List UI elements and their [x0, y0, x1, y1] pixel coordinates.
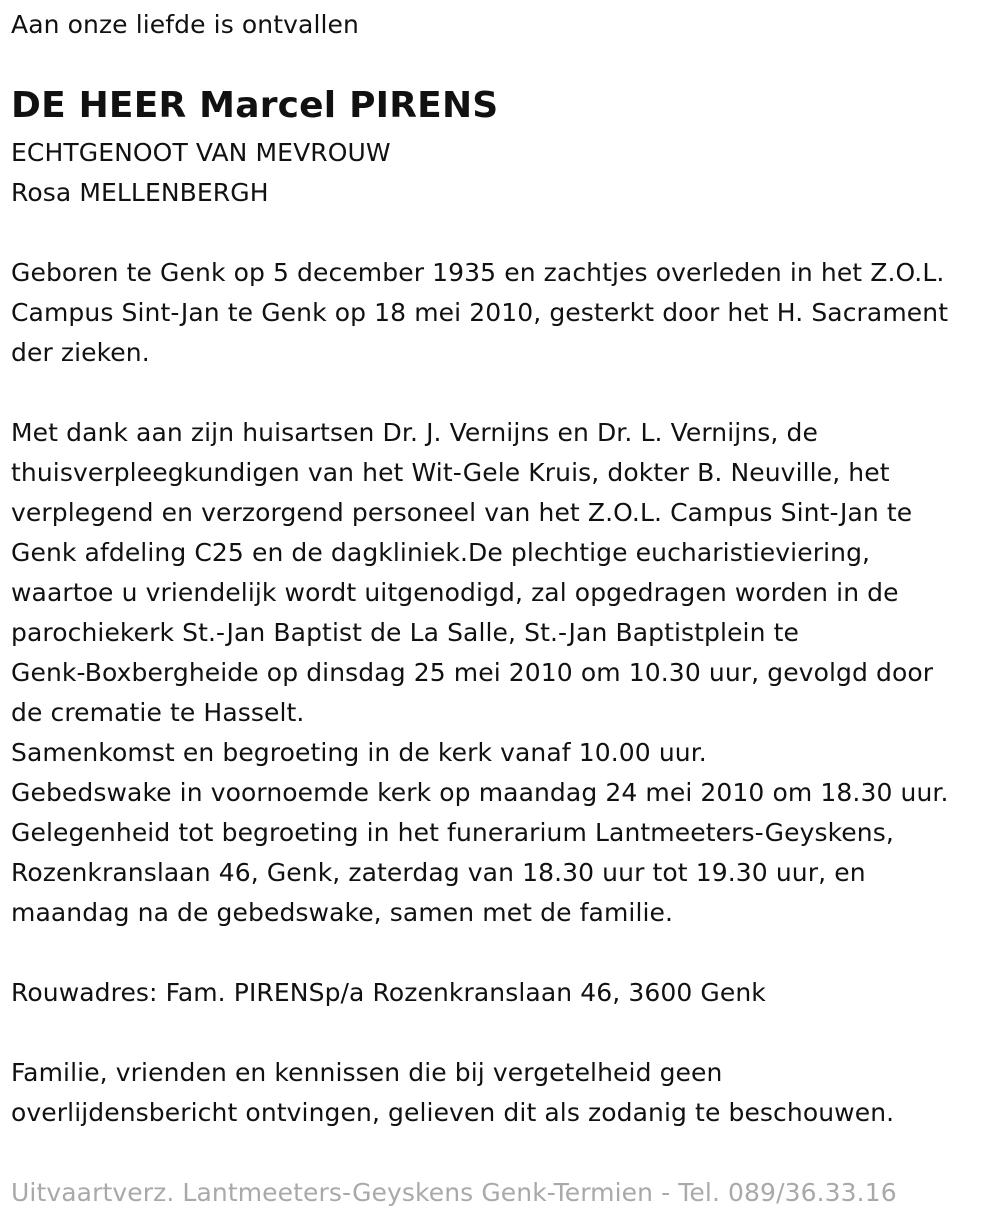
visitation-line: Gelegenheid tot begroeting in het funerarium Lantmeeters-Geyskens, — [11, 818, 894, 847]
closing-line: overlijdensbericht ontvingen, gelieven dit als zodanig te beschouwen. — [11, 1098, 895, 1127]
thanks-line: Genk-Boxbergheide op dinsdag 25 mei 2010 om 10.30 uur, gevolgd door — [11, 658, 934, 687]
closing-line: Familie, vrienden en kennissen die bij vergetelheid geen — [11, 1058, 723, 1087]
spouse-name: Rosa MELLENBERGH — [11, 178, 269, 207]
mourning-address: Rouwadres: Fam. PIRENSp/a Rozenkranslaan 46, 3600 Genk — [11, 978, 766, 1007]
thanks-line: waartoe u vriendelijk wordt uitgenodigd, zal opgedragen worden in de — [11, 578, 899, 607]
intro-text: Aan onze liefde is ontvallen — [11, 10, 359, 39]
thanks-line: parochiekerk St.-Jan Baptist de La Salle, St.-Jan Baptistplein te — [11, 618, 799, 647]
thanks-line: verplegend en verzorgend personeel van het Z.O.L. Campus Sint-Jan te — [11, 498, 913, 527]
visitation-line: Rozenkranslaan 46, Genk, zaterdag van 18.30 uur tot 19.30 uur, en — [11, 858, 866, 887]
spouse-label: ECHTGENOOT VAN MEVROUW — [11, 138, 391, 167]
prayer-vigil-line: Gebedswake in voornoemde kerk op maandag 24 mei 2010 om 18.30 uur. — [11, 778, 949, 807]
birth-death-line: Campus Sint-Jan te Genk op 18 mei 2010, gesterkt door het H. Sacrament — [11, 298, 949, 327]
thanks-line: Met dank aan zijn huisartsen Dr. J. Vernijns en Dr. L. Vernijns, de — [11, 418, 818, 447]
funeral-home-footer: Uitvaartverz. Lantmeeters-Geyskens Genk-Termien - Tel. 089/36.33.16 — [11, 1178, 897, 1207]
thanks-line: Genk afdeling C25 en de dagkliniek.De plechtige eucharistieviering, — [11, 538, 871, 567]
visitation-line: maandag na de gebedswake, samen met de familie. — [11, 898, 674, 927]
birth-death-line: Geboren te Genk op 5 december 1935 en zachtjes overleden in het Z.O.L. — [11, 258, 945, 287]
thanks-line: thuisverpleegkundigen van het Wit-Gele Kruis, dokter B. Neuville, het — [11, 458, 890, 487]
deceased-name: DE HEER Marcel PIRENS — [11, 85, 499, 126]
birth-death-line: der zieken. — [11, 338, 150, 367]
thanks-line: de crematie te Hasselt. — [11, 698, 305, 727]
gathering-line: Samenkomst en begroeting in de kerk vanaf 10.00 uur. — [11, 738, 707, 767]
